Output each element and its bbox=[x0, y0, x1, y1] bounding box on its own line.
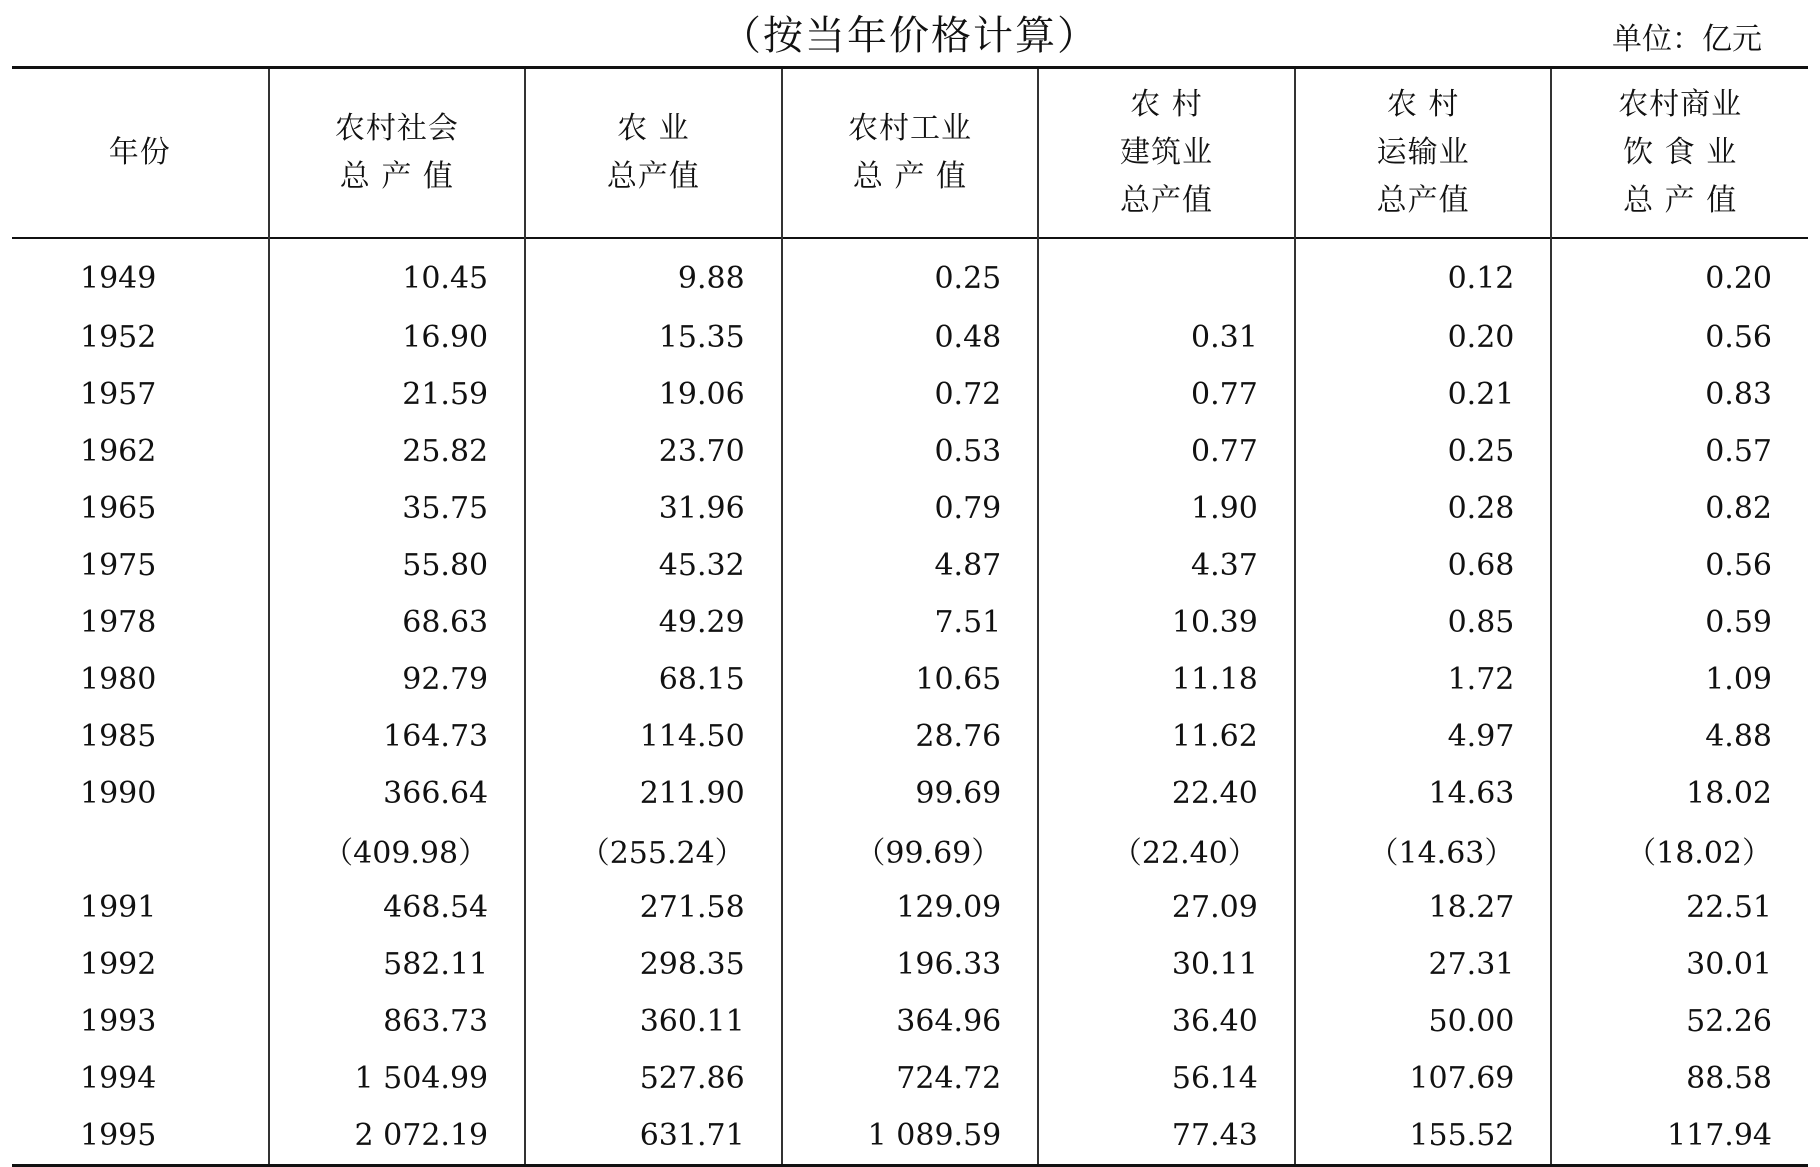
agriculture-output-cell: 631.71 bbox=[525, 1107, 782, 1166]
rural-construction-output-cell bbox=[1038, 238, 1295, 309]
rural-construction-output-cell: 56.14 bbox=[1038, 1050, 1295, 1107]
rural-commerce-catering-output-cell: 0.57 bbox=[1551, 423, 1808, 480]
table-row bbox=[12, 708, 1808, 765]
rural-social-output-cell: 10.45 bbox=[269, 238, 526, 309]
rural-commerce-catering-output-cell: 0.82 bbox=[1551, 480, 1808, 537]
rural-transport-output-cell: （14.63） bbox=[1295, 822, 1552, 879]
year-cell: 1980 bbox=[80, 661, 157, 697]
agriculture-output-cell: 9.88 bbox=[525, 238, 782, 309]
rural-commerce-catering-output-cell: 30.01 bbox=[1551, 936, 1808, 993]
header-row bbox=[12, 68, 1808, 238]
rural-industry-output-cell: 129.09 bbox=[782, 879, 1039, 936]
rural-transport-output-cell: 155.52 bbox=[1295, 1107, 1552, 1166]
agriculture-output-cell: 527.86 bbox=[525, 1050, 782, 1107]
rural-industry-output-cell: 1 089.59 bbox=[782, 1107, 1039, 1166]
rural-transport-output-cell: 18.27 bbox=[1295, 879, 1552, 936]
rural-commerce-catering-output-cell: 88.58 bbox=[1551, 1050, 1808, 1107]
rural-social-output-cell: 582.11 bbox=[269, 936, 526, 993]
table-row bbox=[12, 366, 1808, 423]
year-cell: 1965 bbox=[80, 490, 157, 526]
year-cell: 1995 bbox=[80, 1117, 157, 1153]
rural-commerce-catering-output-cell: 0.83 bbox=[1551, 366, 1808, 423]
rural-industry-output-cell: （99.69） bbox=[782, 822, 1039, 879]
rural-industry-output-cell: 0.53 bbox=[782, 423, 1039, 480]
rural-transport-output-cell: 0.28 bbox=[1295, 480, 1552, 537]
rural-commerce-catering-output-cell: （18.02） bbox=[1551, 822, 1808, 879]
year-cell: 1952 bbox=[80, 319, 157, 355]
year-cell: 1985 bbox=[80, 718, 157, 754]
table-row bbox=[12, 765, 1808, 822]
rural-transport-output-cell: 0.20 bbox=[1295, 309, 1552, 366]
year-cell: 1994 bbox=[80, 1060, 157, 1096]
rural-construction-output-cell: 36.40 bbox=[1038, 993, 1295, 1050]
rural-transport-output-cell: 0.21 bbox=[1295, 366, 1552, 423]
year-cell: 1991 bbox=[80, 889, 157, 925]
agriculture-output-cell: 49.29 bbox=[525, 594, 782, 651]
rural-industry-output-cell: 10.65 bbox=[782, 651, 1039, 708]
agriculture-output-cell: 45.32 bbox=[525, 537, 782, 594]
rural-construction-output-cell: 0.77 bbox=[1038, 423, 1295, 480]
rural-commerce-catering-output-cell: 22.51 bbox=[1551, 879, 1808, 936]
table-row bbox=[12, 309, 1808, 366]
table-row bbox=[12, 651, 1808, 708]
rural-industry-output-cell: 99.69 bbox=[782, 765, 1039, 822]
rural-industry-output-cell: 7.51 bbox=[782, 594, 1039, 651]
agriculture-output-cell: 23.70 bbox=[525, 423, 782, 480]
year-cell: 1978 bbox=[80, 604, 157, 640]
year-cell: 1957 bbox=[80, 376, 157, 412]
agriculture-output-cell: 271.58 bbox=[525, 879, 782, 936]
rural-construction-output-cell: 10.39 bbox=[1038, 594, 1295, 651]
rural-construction-output-cell: 4.37 bbox=[1038, 537, 1295, 594]
column-header-rural-social-output: 农村社会 总 产 值 bbox=[269, 68, 526, 238]
table-row bbox=[12, 993, 1808, 1050]
rural-social-output-cell: （409.98） bbox=[269, 822, 526, 879]
table-row bbox=[12, 879, 1808, 936]
rural-transport-output-cell: 27.31 bbox=[1295, 936, 1552, 993]
rural-social-output-cell: 366.64 bbox=[269, 765, 526, 822]
rural-social-output-cell: 2 072.19 bbox=[269, 1107, 526, 1166]
column-header-rural-commerce-catering-output: 农村商业 饮 食 业 总 产 值 bbox=[1551, 68, 1808, 238]
rural-social-output-cell: 25.82 bbox=[269, 423, 526, 480]
rural-transport-output-cell: 4.97 bbox=[1295, 708, 1552, 765]
rural-industry-output-cell: 0.72 bbox=[782, 366, 1039, 423]
table-subtitle: （按当年价格计算） bbox=[721, 13, 1099, 59]
rural-transport-output-cell: 1.72 bbox=[1295, 651, 1552, 708]
rural-social-output-cell: 68.63 bbox=[269, 594, 526, 651]
table-row bbox=[12, 594, 1808, 651]
rural-transport-output-cell: 14.63 bbox=[1295, 765, 1552, 822]
rural-transport-output-cell: 0.12 bbox=[1295, 238, 1552, 309]
table-row bbox=[12, 1107, 1808, 1166]
rural-construction-output-cell: （22.40） bbox=[1038, 822, 1295, 879]
rural-social-output-cell: 21.59 bbox=[269, 366, 526, 423]
rural-social-output-cell: 164.73 bbox=[269, 708, 526, 765]
rural-construction-output-cell: 27.09 bbox=[1038, 879, 1295, 936]
table-row bbox=[12, 238, 1808, 309]
table-body bbox=[12, 238, 1808, 1166]
rural-commerce-catering-output-cell: 0.59 bbox=[1551, 594, 1808, 651]
rural-commerce-catering-output-cell: 117.94 bbox=[1551, 1107, 1808, 1166]
rural-social-output-cell: 35.75 bbox=[269, 480, 526, 537]
rural-transport-output-cell: 0.25 bbox=[1295, 423, 1552, 480]
year-cell bbox=[12, 822, 269, 879]
rural-industry-output-cell: 4.87 bbox=[782, 537, 1039, 594]
rural-construction-output-cell: 11.18 bbox=[1038, 651, 1295, 708]
rural-commerce-catering-output-cell: 52.26 bbox=[1551, 993, 1808, 1050]
rural-commerce-catering-output-cell: 4.88 bbox=[1551, 708, 1808, 765]
agriculture-output-cell: 19.06 bbox=[525, 366, 782, 423]
year-cell: 1962 bbox=[80, 433, 157, 469]
year-cell: 1990 bbox=[80, 775, 157, 811]
agriculture-output-cell: 114.50 bbox=[525, 708, 782, 765]
agriculture-output-cell: 68.15 bbox=[525, 651, 782, 708]
rural-transport-output-cell: 50.00 bbox=[1295, 993, 1552, 1050]
rural-construction-output-cell: 0.31 bbox=[1038, 309, 1295, 366]
unit-label: 单位：亿元 bbox=[1612, 22, 1762, 57]
table-row bbox=[12, 537, 1808, 594]
column-header-agriculture-output: 农 业 总产值 bbox=[525, 68, 782, 238]
rural-construction-output-cell: 1.90 bbox=[1038, 480, 1295, 537]
rural-social-output-cell: 1 504.99 bbox=[269, 1050, 526, 1107]
rural-commerce-catering-output-cell: 0.56 bbox=[1551, 537, 1808, 594]
table-row bbox=[12, 423, 1808, 480]
rural-construction-output-cell: 22.40 bbox=[1038, 765, 1295, 822]
rural-industry-output-cell: 28.76 bbox=[782, 708, 1039, 765]
rural-industry-output-cell: 196.33 bbox=[782, 936, 1039, 993]
rural-industry-output-cell: 0.48 bbox=[782, 309, 1039, 366]
agriculture-output-cell: 298.35 bbox=[525, 936, 782, 993]
agriculture-output-cell: 31.96 bbox=[525, 480, 782, 537]
rural-commerce-catering-output-cell: 1.09 bbox=[1551, 651, 1808, 708]
table-row bbox=[12, 1050, 1808, 1107]
rural-construction-output-cell: 11.62 bbox=[1038, 708, 1295, 765]
rural-transport-output-cell: 0.85 bbox=[1295, 594, 1552, 651]
table-row bbox=[12, 480, 1808, 537]
rural-commerce-catering-output-cell: 0.20 bbox=[1551, 238, 1808, 309]
rural-construction-output-cell: 30.11 bbox=[1038, 936, 1295, 993]
rural-transport-output-cell: 0.68 bbox=[1295, 537, 1552, 594]
table-row bbox=[12, 936, 1808, 993]
rural-output-table bbox=[12, 66, 1808, 1167]
column-header-rural-construction-output: 农 村 建筑业 总产值 bbox=[1038, 68, 1295, 238]
rural-social-output-cell: 468.54 bbox=[269, 879, 526, 936]
year-cell: 1993 bbox=[80, 1003, 157, 1039]
year-cell: 1949 bbox=[80, 261, 157, 296]
rural-industry-output-cell: 0.79 bbox=[782, 480, 1039, 537]
agriculture-output-cell: 360.11 bbox=[525, 993, 782, 1050]
rural-industry-output-cell: 0.25 bbox=[782, 238, 1039, 309]
rural-industry-output-cell: 724.72 bbox=[782, 1050, 1039, 1107]
agriculture-output-cell: （255.24） bbox=[525, 822, 782, 879]
year-cell: 1975 bbox=[80, 547, 157, 583]
rural-commerce-catering-output-cell: 0.56 bbox=[1551, 309, 1808, 366]
table-row bbox=[12, 822, 1808, 879]
rural-social-output-cell: 55.80 bbox=[269, 537, 526, 594]
year-cell: 1992 bbox=[80, 946, 157, 982]
agriculture-output-cell: 15.35 bbox=[525, 309, 782, 366]
rural-construction-output-cell: 77.43 bbox=[1038, 1107, 1295, 1166]
rural-transport-output-cell: 107.69 bbox=[1295, 1050, 1552, 1107]
rural-social-output-cell: 16.90 bbox=[269, 309, 526, 366]
column-header-rural-industry-output: 农村工业 总 产 值 bbox=[782, 68, 1039, 238]
rural-social-output-cell: 92.79 bbox=[269, 651, 526, 708]
column-header-rural-transport-output: 农 村 运输业 总产值 bbox=[1295, 68, 1552, 238]
rural-commerce-catering-output-cell: 18.02 bbox=[1551, 765, 1808, 822]
rural-industry-output-cell: 364.96 bbox=[782, 993, 1039, 1050]
agriculture-output-cell: 211.90 bbox=[525, 765, 782, 822]
rural-construction-output-cell: 0.77 bbox=[1038, 366, 1295, 423]
rural-social-output-cell: 863.73 bbox=[269, 993, 526, 1050]
column-header-year: 年份 bbox=[108, 134, 171, 170]
